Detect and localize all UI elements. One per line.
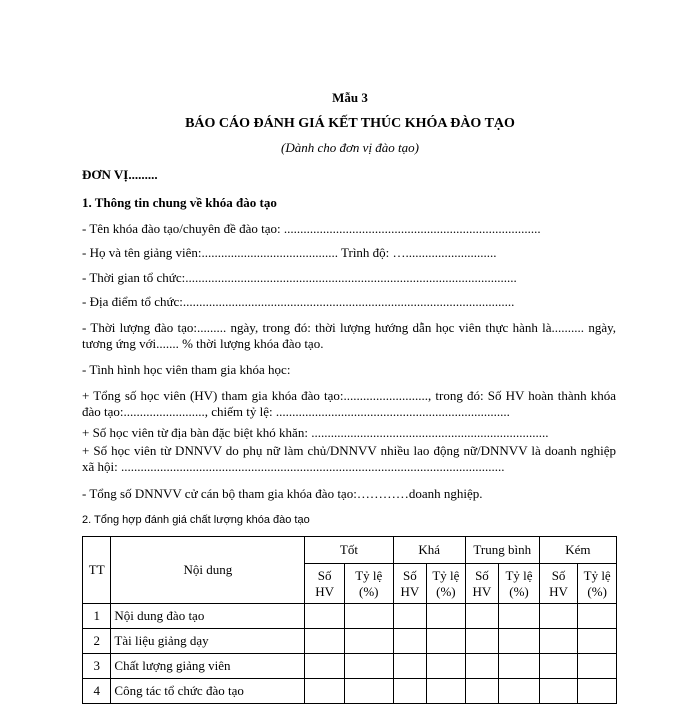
cell[interactable] — [427, 654, 466, 679]
row-number: 4 — [83, 679, 111, 704]
row-content: Công tác tổ chức đào tạo — [111, 679, 305, 704]
place-line: - Địa điểm tổ chức:...................................................................................................... — [82, 294, 515, 309]
subheader-rate: Tỷ lệ (%) — [344, 564, 393, 604]
cell[interactable] — [539, 629, 578, 654]
cell[interactable] — [305, 604, 345, 629]
total-smes-line: - Tổng số DNNVV cử cán bộ tham gia khóa đào tạo:…………doanh nghiệp. — [82, 486, 483, 501]
duration-line: - Thời lượng đào tạo:......... ngày, trong đó: thời lượng hướng dẫn học viên thực hành là.......... ngày, tương ứng với....... % thời lượng khóa đào tạo. — [82, 320, 616, 351]
form-number: Mẫu 3 — [332, 90, 368, 105]
row-number: 2 — [83, 629, 111, 654]
cell[interactable] — [578, 654, 617, 679]
row-content: Tài liệu giảng dạy — [111, 629, 305, 654]
cell[interactable] — [539, 654, 578, 679]
course-name-line: - Tên khóa đào tạo/chuyên đề đào tạo: ............................................................................... — [82, 221, 541, 236]
cell[interactable] — [393, 604, 427, 629]
cell[interactable] — [465, 654, 499, 679]
subheader-count: Số HV — [305, 564, 345, 604]
table-row — [83, 654, 617, 679]
subheader-count: Số HV — [393, 564, 427, 604]
lecturer-line: - Họ và tên giảng viên:.......................................... Trình độ: …............................ — [82, 245, 497, 260]
cell[interactable] — [499, 629, 540, 654]
cell[interactable] — [465, 629, 499, 654]
header-content: Nội dung — [111, 537, 305, 604]
row-number: 3 — [83, 654, 111, 679]
header-fair: Khá — [393, 537, 465, 564]
cell[interactable] — [539, 604, 578, 629]
cell[interactable] — [305, 629, 345, 654]
cell[interactable] — [578, 604, 617, 629]
cell[interactable] — [427, 629, 466, 654]
evaluation-table — [82, 536, 617, 704]
cell[interactable] — [393, 629, 427, 654]
table-row — [83, 629, 617, 654]
cell[interactable] — [465, 604, 499, 629]
header-tt: TT — [83, 537, 111, 604]
section1-heading: 1. Thông tin chung về khóa đào tạo — [82, 195, 277, 210]
subheader-rate: Tỷ lệ (%) — [578, 564, 617, 604]
row-content: Nội dung đào tạo — [111, 604, 305, 629]
subheader-count: Số HV — [465, 564, 499, 604]
cell[interactable] — [344, 654, 393, 679]
total-students-line: + Tổng số học viên (HV) tham gia khóa đào tạo:.........................., trong đó: Số HV hoàn thành khóa đào tạo:........................., chiếm tỷ lệ: ........................................................................ — [82, 388, 616, 419]
cell[interactable] — [344, 629, 393, 654]
cell[interactable] — [499, 654, 540, 679]
header-average: Trung bình — [465, 537, 539, 564]
header-good: Tốt — [305, 537, 393, 564]
row-content: Chất lượng giảng viên — [111, 654, 305, 679]
cell[interactable] — [427, 604, 466, 629]
report-title: BÁO CÁO ĐÁNH GIÁ KẾT THÚC KHÓA ĐÀO TẠO — [185, 116, 515, 131]
cell[interactable] — [499, 604, 540, 629]
report-subtitle: (Dành cho đơn vị đào tạo) — [281, 140, 419, 155]
students-status-line: - Tình hình học viên tham gia khóa học: — [82, 362, 291, 377]
cell[interactable] — [393, 654, 427, 679]
subheader-rate: Tỷ lệ (%) — [427, 564, 466, 604]
header-poor: Kém — [539, 537, 616, 564]
section2-heading: 2. Tổng hợp đánh giá chất lượng khóa đào tạo — [82, 514, 310, 526]
cell[interactable] — [578, 629, 617, 654]
time-line: - Thời gian tổ chức:...................................................................................................... — [82, 270, 517, 285]
women-smes-line: + Số học viên từ DNNVV do phụ nữ làm chủ/DNNVV nhiều lao động nữ/DNNVV là doanh nghiệp xã hội: ...................................................................................................................... — [82, 443, 616, 474]
table-row — [83, 604, 617, 629]
cell[interactable] — [305, 654, 345, 679]
row-number: 1 — [83, 604, 111, 629]
difficult-area-line: + Số học viên từ địa bàn đặc biệt khó khăn: ......................................................................... — [82, 425, 549, 440]
subheader-count: Số HV — [539, 564, 578, 604]
subheader-rate: Tỷ lệ (%) — [499, 564, 540, 604]
cell[interactable] — [344, 604, 393, 629]
unit-label: ĐƠN VỊ......... — [82, 167, 158, 182]
